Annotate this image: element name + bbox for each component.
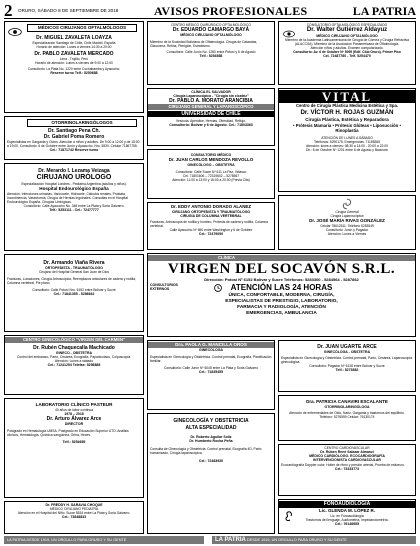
phone: Teléfonos: 5290175. Emergencias: 71185365 <box>313 139 381 144</box>
subtitle: CIRUGÍA DE COLUMNA VERTEBRAL <box>180 213 242 218</box>
address: Consultorio: Calle Ayacucho No. 346 entre La Plata y Soria Galvarro. <box>23 204 125 208</box>
logo-text: Cirugía Laparoscópica <box>330 214 364 218</box>
address: Consultorio: Junín y Pagador <box>325 228 369 232</box>
footer-left: LA PATRIA DESDE 1919, UN ORGULLO PARA ORURO Y SU GENTE <box>4 536 204 544</box>
service-line: ÚNICA, CONFORTABLE, MODERNA, CIRUGÍA, <box>228 292 335 298</box>
ad-clinica-socavon <box>147 253 416 337</box>
doctor-name: Dr. Walter Gutiérrez Aldayuz <box>306 27 388 33</box>
hospital: Cirujano del Hospital General San Juan de Dios <box>38 270 109 275</box>
university: UNIVERSIDAD DE CHILE <box>148 111 274 118</box>
ad-cardio <box>278 444 416 496</box>
phone: Cel.: 71841355 - 5286642 <box>53 292 95 297</box>
ad-body: Especialista en Ginecología y Obstetricia. Control prenatal, Parto, Cesárea, Laparoscopía ginecológica. <box>281 356 413 365</box>
doctor-name: Dr. PABLO A. MORATO ARANCIBIA <box>169 98 253 105</box>
page-header <box>4 3 416 19</box>
ad-header: CONSULTORIO OFTALMOLÓGICO ESPECIALIZADO <box>306 23 388 27</box>
newspaper-name: LA PATRIA <box>352 4 416 18</box>
specialty: Especialización Santiago de Chile, Chile Madrid, España <box>32 41 116 45</box>
page-number: 2 <box>4 1 13 20</box>
ad-body: Atención: Infecciones urinarias, Varicocele, Hidrocele, Cálculos renales, Próstata, Incontinencia, Vasectomía, Cirugía de Hernias inguinales. Consultas en el Hospital Endourológico España. Cirugías Urológicas. <box>7 192 128 204</box>
ad-header: CLÍNICA <box>148 255 415 261</box>
ad-body: Trastornos del lenguaje, Audiometría, Impedanciometría. <box>305 517 389 522</box>
ad-paola <box>147 340 275 410</box>
tagline: Centro de Cirugía Plástica Medicina Estética y Spa. <box>296 103 398 108</box>
ad-mendoza <box>147 149 275 199</box>
attention-24h: ATENCIÓN LAS 24 HORAS <box>230 282 333 292</box>
ad-laboratorio <box>4 398 144 498</box>
phone: Cel. 72487780 - Telf. 5254470 <box>323 54 371 59</box>
service-line: EMERGENCIAS, AMBULANCIA <box>246 310 317 316</box>
address: Consultorio: Calle Junín Nº 6045 entre La Plata y Soria Galvarro <box>164 365 258 370</box>
doctor-name: Dr. Santiago Pena Ch. <box>48 128 100 134</box>
hours: Atención: Lunes a sábado <box>54 358 94 363</box>
eye-icon <box>8 27 22 37</box>
footer-slogan: DESDE 1919, UN ORGULLO PARA ORURO Y SU GENTE <box>246 538 347 542</box>
hours: Atención: 11:00 a 13:00 y 16:00 a 20:00 (Previa Cita) <box>172 177 250 182</box>
ad-body: Especialista en Ginecología y Obstetricia. Control prenatal, Ecografía, Planificación familiar. <box>150 354 272 363</box>
phone: Reserve turno Telf.: 5250688 <box>50 71 98 75</box>
doctor-name: Dr. VÍCTOR H. ROJAS GUZMÁN <box>300 109 394 116</box>
phone: Cel.: 72483930 <box>198 459 224 464</box>
ad-rivas <box>278 195 416 250</box>
ad-header: CENTRO GINECOLÓGICO "VIRGEN DEL CARMEN" <box>5 337 143 343</box>
ad-title: LABORATORIO CLÍNICO PASTEUR <box>35 402 113 407</box>
ad-header: CENTRO MÉDICO QUIRÚRGICO OFTALMOLÓGICO <box>171 23 251 27</box>
ad-laparoscopica <box>147 88 275 146</box>
ad-title: MÉDICOS CIRUJANOS OFTALMÓLOGOS <box>27 24 137 32</box>
phone: Cel.: 73848833 <box>61 515 87 520</box>
doctor-name: Lic. GLENDA M. LÓPEZ R. <box>318 507 376 513</box>
ad-body: Fracturas, Luxaciones, Cirugía Artroscópica, Reemplazos articulares de cadera y rodilla, Columna vertebral, Pie plano. <box>7 277 137 286</box>
role: CIRUJANO GENERAL Y LAPAROSCÓPICO <box>148 104 274 110</box>
specialty: MÉDICO CARDIÓLOGO. ECOCARDIOGRAFÍA <box>309 454 385 459</box>
specialty: CIRUJANO ORTOPEDISTA Y TRAUMATÓLOGO <box>171 209 251 214</box>
schedule: Atención: lunes a viernes: 08:30 a 14:00 - 20:00 a 22:00 <box>306 143 388 148</box>
attention-label: CONSULTORIOS EXTERNOS <box>150 282 178 291</box>
page-footer <box>4 536 416 544</box>
specialty: OTORRINOLARINGÓLOGA <box>324 405 370 409</box>
specialty: MÉDICO CIRUJANO OFTALMÓLOGO <box>316 34 378 38</box>
ad-header: CLÍNICA EL SALVADOR <box>191 90 231 94</box>
address: Consultorio: Calle Potosí Nro. 6152 entre Bolívar y Sucre <box>32 288 116 293</box>
ad-traumatologo <box>4 254 144 332</box>
specialty: Cirugía Plástica, Estética y Reparadora <box>305 117 389 122</box>
ear-icon <box>283 510 293 522</box>
doctor-name: Dr. JOSÉ MARÍA RIVAS GONZÁLEZ <box>309 218 385 223</box>
doctor-name: Dr. Humberto Rocha Peña <box>189 439 233 444</box>
clock-icon <box>214 284 222 292</box>
subtitle: INTERVENCIONISTA CARDIOVASCULAR <box>313 458 381 463</box>
doctor-name: Dr. Armando Viaña Rivera <box>43 260 105 266</box>
phone: Telf.: 5253111 - Cel.: 72477777 <box>49 208 99 212</box>
specialty: GINECÓLOGA <box>199 347 223 352</box>
specialty: ORTOPEDISTA - TRAUMATÓLOGO <box>44 266 103 270</box>
subtitle: 40 años de labor continua <box>55 408 93 412</box>
doctor-name: Dr. Roberto Aguilar Soliz <box>190 435 232 439</box>
ad-freddy <box>4 501 144 534</box>
doctor-name: Dr. EDDY ANTONIO DORADO ALANEZ <box>170 204 251 209</box>
phone: Cel.: 76146655 <box>334 521 360 526</box>
vital-logo: VITAL <box>279 90 415 103</box>
ad-body: Postgrado en Hematología UMSA. Postgrado en Educación Superior UTO. Análisis clínicos, Hematología, Química sanguínea, Orina, Heces. <box>7 429 129 438</box>
hospital: Hospital Endourológico España <box>39 186 109 191</box>
ad-vital <box>278 88 416 192</box>
hours: Atención: Lunes a Viernes <box>327 232 367 236</box>
hours: Horario de atención: Lunes a viernes 14:30 a 20:00 <box>36 45 112 49</box>
specialty: MÉDICO CIRUJANO PEDIATRA <box>49 507 99 512</box>
ad-body: Atención en el Hospital del Niño. Sucre 5534 entre La Plata y Soria Galvarro. <box>17 511 131 516</box>
ad-oftalmologos <box>4 21 144 113</box>
doctor-name: Dr. Merardo I. Lezama Veizaga <box>38 168 110 174</box>
specialty: Lima - Trujillo, Perú <box>59 57 89 61</box>
doctor-name: Dr. Rubén Chaquecalla Machicado <box>33 344 115 351</box>
specialty: GINECÓLOGO – OBSTETRA <box>187 162 235 167</box>
ad-title: OTORRINOLARINGÓLOGOS <box>27 119 137 127</box>
specialty: GINECÓLOGA - OBSTETRA <box>323 350 371 354</box>
ad-header: CENTRO CARDIOVASCULAR <box>324 446 370 450</box>
phone: Cel.: 71835455 <box>198 369 224 374</box>
section-title: AVISOS PROFESIONALES <box>154 4 308 18</box>
address: Calle Ayacucho Nº 650 entre Washington y 6 de Octubre <box>169 227 253 232</box>
doctor-name: Dra. PATRICIA CANAVIRI ESCALANTE <box>306 399 388 404</box>
ad-title: GINECOLOGÍA Y OBSTETRICIA ALTA ESPECIALIDAD <box>173 418 249 431</box>
address: Dirección: Potosí Nº 6152 Bolívar y Sucre Teléfonos: 5283300 - 5284564 - 5287862 <box>204 276 359 282</box>
doctor-name: Dr. EDUARDO CAMARGO BAYÁ <box>172 27 250 33</box>
role: DIRECTOR <box>64 422 84 427</box>
doctor-name: Dr. JUAN UGARTE ARCE <box>317 344 377 350</box>
footer-brand: LA PATRIA <box>215 537 246 543</box>
hours: Horario de atención: Lunes a viernes de 9:00 a 12:00 <box>35 61 113 65</box>
phone: Teléfono: 5276559 Celular: 76130174 <box>319 415 375 420</box>
ad-ugarte <box>278 340 416 392</box>
logo-text: Cirugía General <box>335 210 359 214</box>
footer-right <box>212 536 416 544</box>
doctor-name: Dr. MIGUEL ZAVALETA LOAYZA <box>36 35 112 41</box>
ad-body: Ecocardiografía Doppler color, Holter de ritmo y presión arterial, Prueba de esfuerzo. <box>281 462 405 467</box>
address: Consultorio: Av. 6 de Octubre Nº 5099 (Edif. Club Oruro). Primer Piso <box>293 50 401 55</box>
ad-title: Cirugía Laparoscópica - "Cirugía sin cicatriz" <box>173 94 249 99</box>
phone: Consultorio: Bolívar y 6 de Agosto. Cel.: 71803363 <box>169 123 253 128</box>
hours: Atención niños y adultos. Examen computarizado. <box>310 46 384 51</box>
doctor-name: Dr. Arturo Álvarez Arce <box>46 416 102 423</box>
ad-title: FONOAUDIOLOGÍA <box>279 501 415 508</box>
doctor-name: Dr. JUAN CARLOS MENDOZA REVOLLO <box>168 157 254 163</box>
phone: Telf.: 5254588 <box>199 54 223 59</box>
address: Consultorio: La Plata No. 1220 entre Cochabamba y Ayacucho. <box>27 67 121 71</box>
ad-fonoaudiologia <box>278 499 416 534</box>
phone: Celular 78612511. Teléfono 5253549 <box>320 224 374 228</box>
phone: Cel.: 71871742 Reserve turno <box>49 148 99 152</box>
swirl-logo-icon <box>341 198 353 210</box>
doctor-name: Dr. PABLO ZAVALETA MERCADO <box>34 51 114 57</box>
services: • Prótesis Mamaria • Prótesis Glúteas • Liposucción • Rinoplastia <box>293 122 401 133</box>
ad-body: Atención de enfermedades de Oído, Nariz, Garganta y trastornos del equilibrio. <box>289 411 405 416</box>
ad-body: Fracturas, Artroscopía de rodilla y hombro, Prótesis de cadera y rodilla, Columna vertebral. <box>150 219 269 228</box>
ad-body: Consulta de Ginecología y Obstetricia: Control prenatal, Ecografía 4D, Parto humanizado, Cirugía laparoscópica. <box>150 447 262 456</box>
subtitle: Especialización Hospital Londres - Pediatría Argentina (adultos y niños). <box>21 182 127 186</box>
ad-header: CONSULTORIO MÉDICO <box>190 153 232 157</box>
service-line: ESPECIALISTAS DE PRESTIGIO, LABORATORIO, <box>225 298 338 304</box>
ad-gine-alta <box>147 413 275 534</box>
phone: Telf.: 5273882 <box>335 368 359 373</box>
phone: Telf.: 5254665 <box>62 440 86 445</box>
role: Lic. en Fonoaudiología <box>330 513 364 518</box>
phone: Cel.: 72479090 <box>198 231 224 236</box>
ad-dorado <box>147 202 275 250</box>
ad-body: Miembro de la Academia Latinoamericana de Cirugía de Córnea y Cirugía Refractiva (ALACCSA). Miembro de la Asociación Panamericana de Oftalmología. <box>285 38 409 47</box>
specialty: CIRUJANO URÓLOGO <box>36 174 112 181</box>
ad-cirujano-urologo <box>4 163 144 251</box>
specialty: GINECO - OBSTETRA <box>55 350 93 355</box>
doctor-name: Dr. FREDDY H. SARAVIA CHOQUE <box>45 503 103 507</box>
doctor-name: Dra. PAOLA G. MANCILLA OROS <box>148 342 274 348</box>
specialty: MÉDICO CIRUJANO OFTALMÓLOGO <box>180 33 242 37</box>
eye-icon <box>283 30 295 38</box>
ad-patricia <box>278 395 416 441</box>
clinic-name: VIRGEN DEL SOCAVÓN S.R.L. <box>167 260 396 277</box>
ad-body: Miembro de la Sociedad Boliviana de Oftalmología. Cirugía de Cataratas, Glaucoma, Retina, Pterigión, Estrabismo. <box>150 40 258 49</box>
ad-otorrino-pena <box>4 116 144 160</box>
phone: Cel.: 71241254 Telefax: 5256888 <box>47 362 101 367</box>
doctor-name: Dr. Rúben René Salazar Almanzi <box>320 450 374 454</box>
doctor-name: Dr. Gabriel Poma Romero <box>43 134 105 140</box>
hours: ATENCIÓN DE LUNES A SÁBADO <box>321 135 373 140</box>
ad-body: Vesícula, Apéndice, Hernias, Obesidad, Reflujo. <box>175 119 246 124</box>
address: Consultorio: Calle Junín No. 1280 entre Potosí y 6 de Agosto <box>166 50 256 55</box>
address: Dir.: 6 de Octubre Nº 1201 entre 6 de Agosto y Backovic <box>305 147 389 152</box>
address: Consultorio: Pagador Nº 6128 entre Bolívar y Sucre <box>309 364 385 369</box>
address: Consultorio: Calle Sucre Nº 611 La Paz, Velasco <box>175 169 247 174</box>
ad-body: Especialistas en Garganta y Oídos. Atención a niños y adultos. De 9:00 a 12:00 y de 15:00 a 19:00. Consultorio: 6 de Octubre entre Junín y Ayacucho. Nro. 5530. Celular 71867755. <box>7 140 140 148</box>
phone: Cel.: 73333773 <box>334 466 360 471</box>
ad-camargo <box>147 21 275 85</box>
ad-body: Control del embarazo, Parto, Cesárea, Ecografía, Papanicolaou, Colposcopía. <box>16 354 132 359</box>
service-line: FARMACIA Y RADIOLOGÍA, ATENCIÓN <box>237 304 326 310</box>
issue-date: ORURO, SÁBADO 8 DE SEPTIEMBRE DE 2018 <box>18 8 119 13</box>
phone: Cel. 71801606 – 72319602 – 5278567 <box>182 173 240 178</box>
ad-walter <box>278 21 416 85</box>
years: 1978 – 2018 <box>64 412 84 416</box>
ad-rubens <box>4 335 144 395</box>
